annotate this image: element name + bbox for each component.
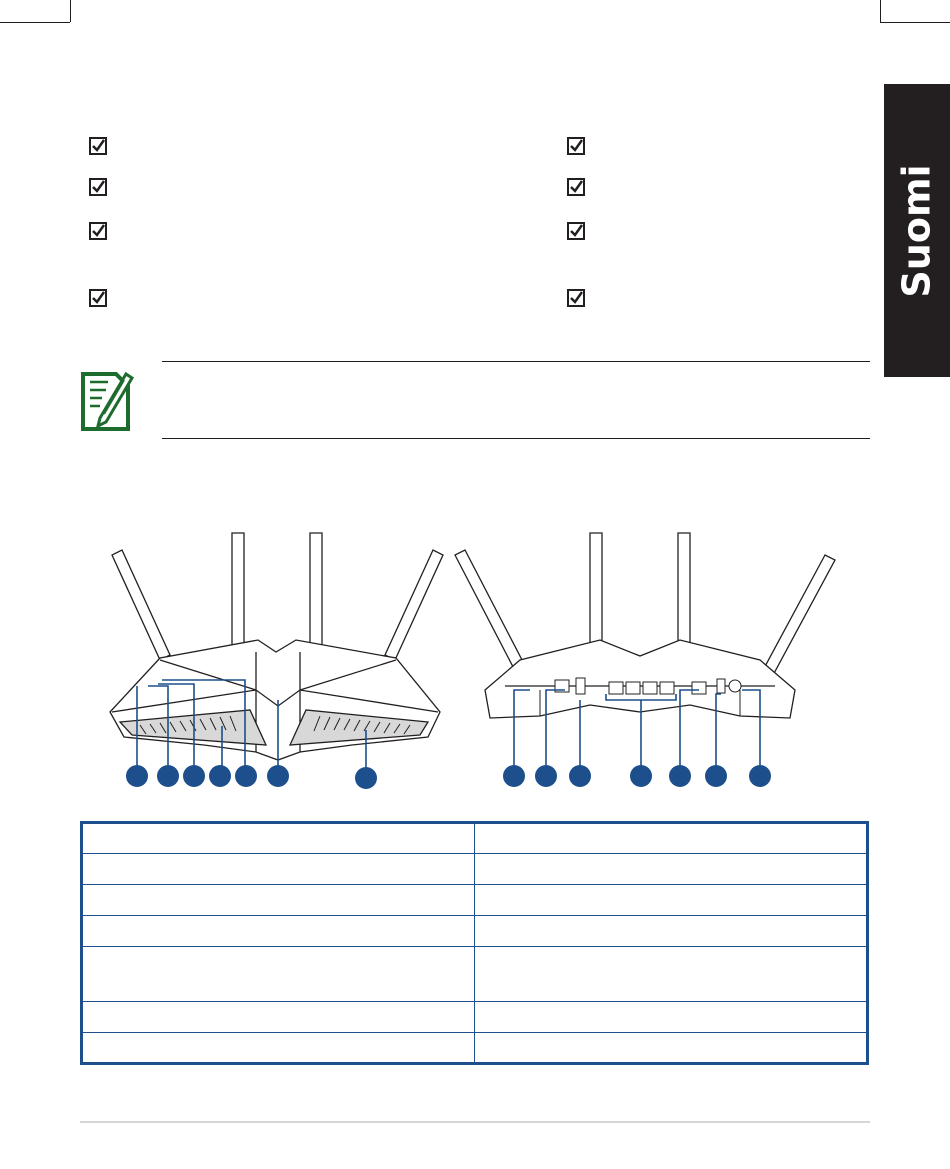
callout-marker-icon	[355, 767, 377, 789]
table-row	[82, 1033, 868, 1064]
callout-marker-icon	[209, 765, 231, 787]
table-cell	[82, 1002, 475, 1033]
table-row	[82, 1002, 868, 1033]
table-row	[82, 854, 868, 885]
table-cell	[475, 854, 868, 885]
router-front-view	[110, 533, 443, 760]
callout-marker-icon	[235, 765, 257, 787]
table-row	[82, 885, 868, 916]
callout-marker-icon	[535, 765, 557, 787]
table-cell	[82, 916, 475, 947]
table-cell	[82, 854, 475, 885]
table-cell	[475, 916, 868, 947]
language-label: Suomi	[895, 163, 939, 298]
callout-marker-icon	[630, 765, 652, 787]
callout-marker-icon	[569, 765, 591, 787]
table-cell	[475, 947, 868, 1002]
callout-marker-icon	[705, 765, 727, 787]
callout-marker-icon	[749, 765, 771, 787]
component-table	[80, 821, 869, 1065]
table-row	[82, 947, 868, 1002]
table-cell	[475, 823, 868, 854]
callout-marker-icon	[157, 765, 179, 787]
callout-marker-icon	[267, 765, 289, 787]
callout-marker-icon	[183, 765, 205, 787]
table-row	[82, 916, 868, 947]
table-cell	[82, 823, 475, 854]
callout-marker-icon	[503, 765, 525, 787]
table-row	[82, 823, 868, 854]
table-cell	[475, 1033, 868, 1064]
callout-marker-icon	[669, 765, 691, 787]
callout-markers	[126, 765, 771, 789]
table-cell	[82, 1033, 475, 1064]
footer-rule	[80, 1121, 870, 1123]
table-cell	[475, 1002, 868, 1033]
callout-marker-icon	[126, 765, 148, 787]
table-cell	[82, 947, 475, 1002]
table-cell	[82, 885, 475, 916]
table-cell	[475, 885, 868, 916]
